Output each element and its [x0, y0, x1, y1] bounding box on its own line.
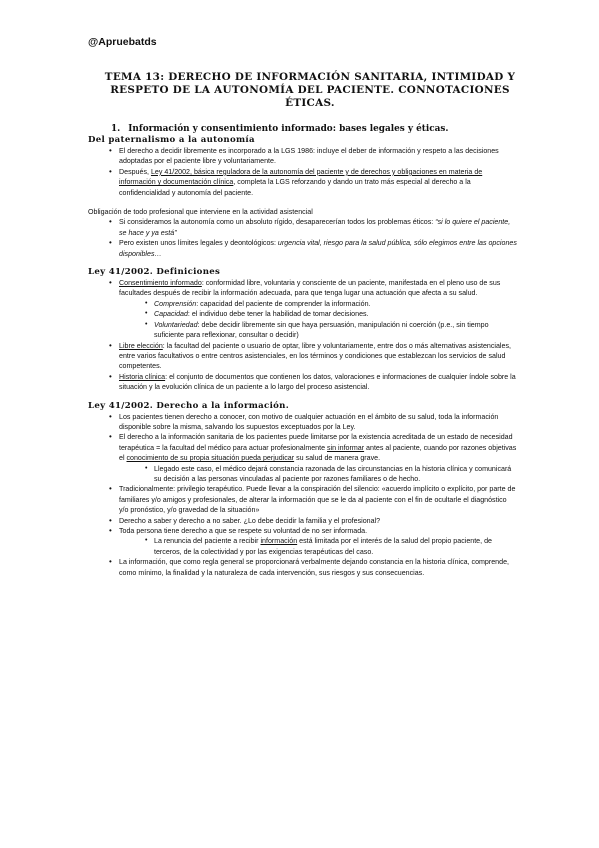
text-span: Pero existen unos límites legales y deontológicos: [119, 239, 278, 248]
term: Comprensión [154, 299, 197, 308]
list-item: • Los pacientes tienen derecho a conocer, con motivo de cualquier actuación en el ámbito de su salud, toda la información disponible sobre la misma, salvando los supuestos exceptuados por la Ley. [88, 412, 518, 433]
list-item: • Derecho a saber y derecho a no saber. ¿Lo debe decidir la familia y el profesional? [88, 516, 518, 526]
page-header: @Apruebatds [88, 36, 157, 48]
list-item: • La información, que como regla general se proporcionará verbalmente dejando constancia en la historia clínica, comprende, como mínimo, la finalidad y la naturaleza de cada intervención, sus riesgos y sus consecuencias. [88, 557, 518, 578]
list-item [88, 341, 518, 372]
list-item [88, 432, 518, 463]
underlined-text: Ley 41/2002, básica reguladora de la autonomía del paciente y de derechos y obligaciones en materia de información y documentación clínica [119, 167, 483, 187]
term: Consentimiento informado [119, 279, 202, 288]
underlined-text: información [260, 537, 298, 546]
italic-text: urgencia vital, riesgo para la salud pública, sólo elegimos entre las opciones disponibles… [119, 239, 517, 258]
term: Voluntariedad [154, 320, 198, 329]
definition: : conformidad libre, voluntaria y consciente de un paciente, manifestada en el pleno uso de sus facultades después de recibir la información adecuada, para que tenga lugar una actuación que afecta a su salud. [119, 279, 501, 298]
section-number: 1. [111, 124, 121, 134]
section-title: Información y consentimiento informado: bases legales y éticas. [128, 124, 449, 134]
text-span: su salud de manera grave. [294, 454, 381, 463]
sub-list-item [88, 536, 518, 557]
term: Historia clínica [119, 372, 166, 381]
underlined-text: sin informar [327, 443, 365, 452]
list-item [88, 372, 518, 393]
sub-list-item [88, 299, 518, 309]
definition: : debe decidir libremente sin que haya persuasión, manipulación ni coerción (p.e., sin tiempo suficiente para reflexionar, consultar o decidir) [154, 320, 489, 340]
list-item: • El derecho a decidir libremente es incorporado a la LGS 1986: incluye el deber de información y respeto a las decisiones adoptadas por el paciente libre y voluntariamente. [88, 146, 518, 167]
document-title: TEMA 13: DERECHO DE INFORMACIÓN SANITARIA, INTIMIDAD Y RESPETO DE LA AUTONOMÍA DEL PACIENTE. CONNOTACIONES ÉTICAS. [104, 71, 516, 109]
derecho-list [88, 412, 518, 579]
list-item [88, 167, 518, 198]
underlined-text: conocimiento de su propia situación pueda perjudicar [126, 454, 295, 463]
document-body [88, 124, 518, 578]
definition: : capacidad del paciente de comprender la información. [196, 299, 371, 308]
definiciones-list [88, 278, 518, 392]
list-item [88, 217, 518, 238]
sub-list-item [88, 309, 518, 319]
subheading-paternalismo: Del paternalismo a la autonomía [88, 135, 255, 145]
paternalismo-list [88, 146, 518, 198]
text-span: está limitada por el interés de la salud del propio paciente, de terceros, de la colectividad y por las exigencias terapéuticas del caso. [154, 537, 492, 556]
subheading-definiciones: Ley 41/2002. Definiciones [88, 267, 221, 278]
subheading-obligacion: Obligación de todo profesional que interviene en la actividad asistencial [88, 208, 313, 217]
term: Libre elección [119, 341, 163, 350]
text-span: Después, [119, 167, 151, 176]
obligacion-list [88, 217, 518, 259]
italic-text: “si lo quiere el paciente, se hace y ya está” [119, 218, 511, 237]
definition: : la facultad del paciente o usuario de optar, libre y voluntariamente, entre dos o más alternativas asistenciales, entre varios facultativos o entre centros asistenciales, en los términos y condiciones que establezcan los servicios de salud competentes. [119, 341, 511, 371]
text-span: , completa la LGS reforzando y dando un trato más especial al derecho a la confidencialidad y autonomía del paciente. [119, 178, 471, 197]
sub-list-item [88, 320, 518, 341]
term: Capacidad [154, 310, 188, 319]
list-item [88, 278, 518, 299]
list-item: • Toda persona tiene derecho a que se respete su voluntad de no ser informada. [88, 526, 518, 536]
text-span: antes al paciente, cuando por razones objetivas el [119, 443, 517, 463]
text-span: Si consideramos la autonomía como un absoluto rígido, desaparecerían todos los problemas éticos: [119, 218, 436, 227]
text-span: La renuncia del paciente a recibir [154, 537, 261, 546]
list-item: • Tradicionalmente: privilegio terapéutico. Puede llevar a la conspiración del silencio: «acuerdo implícito o explícito, por parte de familiares y/o amigos y profesionales, de alterar la información que se le da al paciente con el fin de ocultarle el diagnóstico y/o pronóstico, y/o gravedad de la situación» [88, 484, 518, 515]
definition: : el conjunto de documentos que contienen los datos, valoraciones e informaciones de cualquier índole sobre la situación y la evolución clínica de un paciente a lo largo del proceso asistencial. [119, 372, 516, 392]
subheading-derecho: Ley 41/2002. Derecho a la información. [88, 400, 289, 411]
list-item [88, 238, 518, 259]
definition: : el individuo debe tener la habilidad de tomar decisiones. [187, 310, 369, 319]
sub-list-item: • Llegado este caso, el médico dejará constancia razonada de las circunstancias en la historia clínica y comunicará su decisión a las personas vinculadas al paciente por razones familiares o de hecho. [88, 464, 518, 485]
section-heading [111, 124, 518, 135]
text-span: El derecho a la información sanitaria de los pacientes puede limitarse por la existencia acreditada de un estado de necesidad terapéutica = la facultad del médico para actuar profesionalmente [119, 433, 513, 452]
